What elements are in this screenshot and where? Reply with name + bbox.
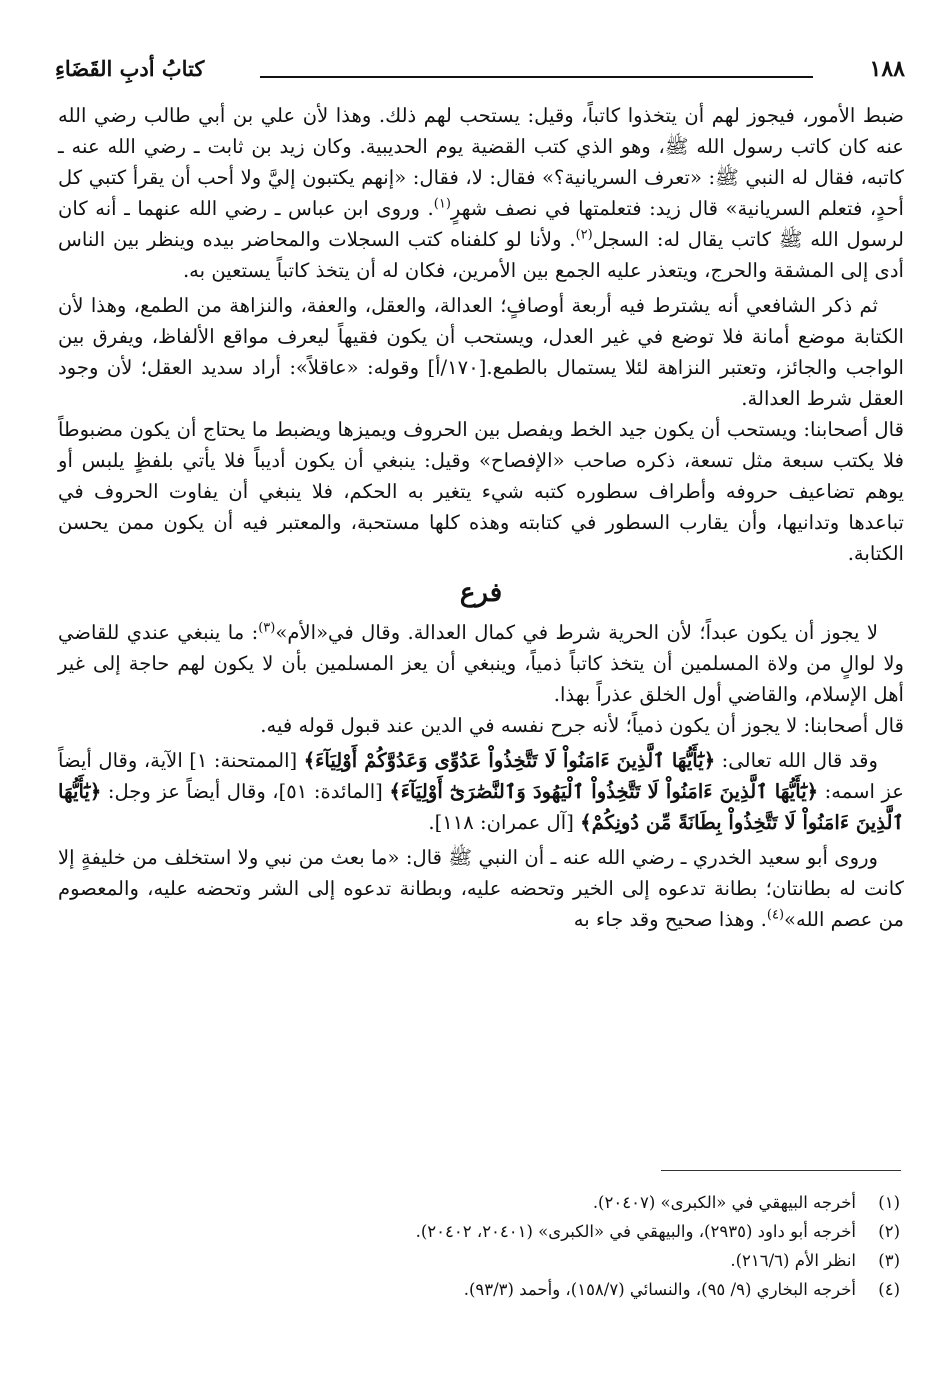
- footnote-separator: [661, 1170, 901, 1171]
- page-number: ١٨٨: [869, 56, 905, 82]
- footnote-text: أخرجه البيهقي في «الكبرى» (٢٠٤٠٧).: [592, 1193, 856, 1212]
- footnotes: [58, 1188, 904, 1304]
- footnote-ref-2: (٢): [575, 227, 593, 243]
- section-heading: فرع: [459, 578, 503, 608]
- footnote-ref-1: (١): [433, 196, 451, 212]
- footnote-ref-3: (٣): [258, 620, 276, 636]
- page-header: [55, 56, 905, 90]
- paragraph-4: لا يجوز أن يكون عبداً؛ لأن الحرية شرط في كمال العدالة. وقال في«الأم»$^{(٣)}$: ما ينبغي عندي للقاضي ولا لوالٍ من ولاة المسلمين أن يتخذ كاتباً ذمياً، وينبغي أن يعز المسلمين بأن لا يكون لهم حاجة إلى غير أهل الإسلام، والقاضي أول الخلق عذراً بهذا.: [58, 620, 904, 706]
- footnote-item: [58, 1217, 904, 1246]
- header-rule: [260, 76, 813, 78]
- footnote-number: (٢): [878, 1222, 900, 1241]
- footnote-item: [58, 1246, 904, 1275]
- quran-verse-3: ﴿يَٰٓأَيُّهَا ٱلَّذِينَ ءَامَنُواْ لَا تَتَّخِذُواْ بِطَانَةً مِّن دُونِكُمْ﴾: [58, 780, 904, 834]
- footnote-number: (١): [878, 1193, 900, 1212]
- footnote-item: [58, 1188, 904, 1217]
- paragraph-5: قال أصحابنا: لا يجوز أن يكون ذمياً؛ لأنه جرح نفسه في الدين عند قبول قوله فيه.: [260, 714, 904, 737]
- footnote-ref-4: (٤): [766, 907, 785, 923]
- paragraph-3: قال أصحابنا: ويستحب أن يكون جيد الخط ويفصل بين الحروف ويميزها ويضبط ما يحتاج أن يكون مضبوطاً فلا يكتب سبعة مثل تسعة، ذكره صاحب «الإفصاح» وقيل: ينبغي أن يكون أديباً فلا يأتي بلفظٍ يلبس أو يوهم تضاعيف حروفه وأطراف سطوره كتبه شيء يتغير به الحكم، فلا ينبغي أن يفاوت الحروف في تباعدها وتدانيها، وأن يقارب السطور في كتابته وهذه كلها مستحبة، والمعتبر فيه أن يكون ممن يحسن الكتابة.: [58, 418, 904, 565]
- quran-verse-2: ﴿يَٰٓأَيُّهَا ٱلَّذِينَ ءَامَنُواْ لَا تَتَّخِذُواْ ٱلْيَهُودَ وَٱلنَّصَٰرَىٰٓ أَوْلِيَآءَ﴾: [389, 780, 819, 803]
- paragraph-1: ضبط الأمور، فيجوز لهم أن يتخذوا كاتباً، وقيل: يستحب لهم ذلك. وهذا لأن علي بن أبي طالب رضي الله عنه كان كاتب رسول الله ﷺ، وهو الذي كتب القضية يوم الحديبية. وكان زيد بن ثابت ـ رضي الله عنه ـ كاتبه، فقال له النبي ﷺ: «تعرف السريانية؟» فقال: لا، فقال: «إنهم يكتبون إليَّ ولا أحب أن يقرأ كتبي كل أحدٍ، فتعلم السريانية» قال زيد: فتعلمتها في نصف شهرٍ$^{(١)}$. وروى ابن عباس ـ رضي الله عنهما ـ أنه كان لرسول الله ﷺ كاتب يقال له: السجل$^{(٢)}$. ولأنا لو كلفناه كتب السجلات والمحاضر بيده وينظر بين الناس أدى إلى المشقة والحرج، ويتعذر عليه الجمع بين الأمرين، فكان له أن يتخذ كاتباً يستعين به.: [58, 104, 904, 282]
- footnote-number: (٣): [878, 1251, 900, 1270]
- quran-verse-1: ﴿يَٰٓأَيُّهَا ٱلَّذِينَ ءَامَنُواْ لَا تَتَّخِذُواْ عَدُوِّى وَعَدُوَّكُمْ أَوْلِيَآءَ﴾: [303, 749, 716, 772]
- paragraph-6: وقد قال الله تعالى: ﴿يَٰٓأَيُّهَا ٱلَّذِينَ ءَامَنُواْ لَا تَتَّخِذُواْ عَدُوِّى وَعَدُوَّكُمْ أَوْلِيَآءَ﴾ [الممتحنة: ١] الآية، وقال أيضاً عز اسمه: ﴿يَٰٓأَيُّهَا ٱلَّذِينَ ءَامَنُواْ لَا تَتَّخِذُواْ ٱلْيَهُودَ وَٱلنَّصَٰرَىٰٓ أَوْلِيَآءَ﴾ [المائدة: ٥١]، وقال أيضاً عز وجل: ﴿يَٰٓأَيُّهَا ٱلَّذِينَ ءَامَنُواْ لَا تَتَّخِذُواْ بِطَانَةً مِّن دُونِكُمْ﴾ [آل عمران: ١١٨].: [58, 749, 904, 834]
- footnote-text: أخرجه البخاري (٩/ ٩٥)، والنسائي (١٥٨/٧)، وأحمد (٩٣/٣).: [463, 1280, 856, 1299]
- footnote-text: أخرجه أبو داود (٢٩٣٥)، والبيهقي في «الكبرى» (٢٠٤٠١، ٢٠٤٠٢).: [415, 1222, 856, 1241]
- footnote-number: (٤): [878, 1280, 900, 1299]
- paragraph-2: ثم ذكر الشافعي أنه يشترط فيه أربعة أوصافٍ؛ العدالة، والعقل، والعفة، والنزاهة من الطمع، وهذا لأن الكتابة موضع أمانة فلا توضع في غير العدل، ويستحب أن يكون فقيهاً ليعرف مواقع الألفاظ، ويفرق بين الواجب والجائز، وتعتبر النزاهة لئلا يستمال بالطمع.[١٧٠/أ] وقوله: «عاقلاً»: أراد سديد العقل؛ لأن وجود العقل شرط العدالة.: [58, 294, 904, 410]
- paragraph-7: وروى أبو سعيد الخدري ـ رضي الله عنه ـ أن النبي ﷺ قال: «ما بعث من نبي ولا استخلف من خليفةٍ إلا كانت له بطانتان؛ بطانة تدعوه إلى الخير وتحضه عليه، وبطانة تدعوه إلى الشر وتحضه عليه، والمعصوم من عصم الله»$^{(٤)}$. وهذا صحيح وقد جاء به: [58, 846, 904, 931]
- footnote-text: انظر الأم (٢١٦/٦).: [730, 1251, 856, 1270]
- running-title: كتابُ أدبِ القَضَاءِ: [55, 56, 205, 81]
- main-text: [58, 100, 904, 935]
- footnote-item: [58, 1275, 904, 1304]
